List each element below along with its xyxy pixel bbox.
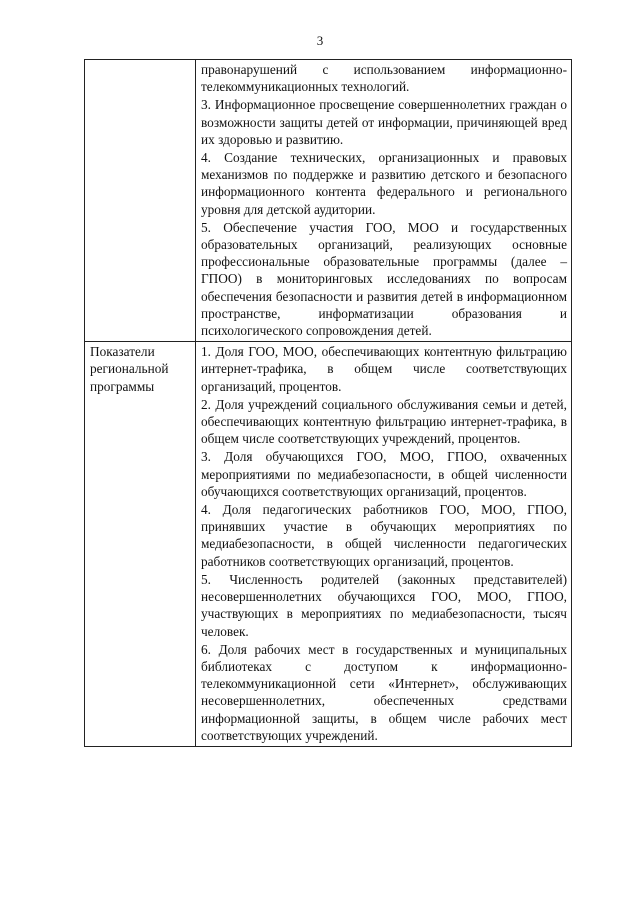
paragraph: 4. Доля педагогических работников ГОО, МОО, ГПОО, принявших участие в обучающих мероприятиях по медиабезопасности, в общей численности педагогических работников соответствующих организаций, процентов. [201,502,567,569]
row-label-line: Показатели [90,344,155,360]
paragraph: 3. Информационное просвещение совершеннолетних граждан о возможности защиты детей от информации, причиняющей вред их здоровью и развитию. [201,97,567,147]
paragraph: 4. Создание технических, организационных и правовых механизмов по поддержке и развитию детского и безопасного информационного контента федерального и регионального уровня для детской аудитории. [201,150,567,217]
paragraph: 2. Доля учреждений социального обслуживания семьи и детей, обеспечивающих контентную фильтрацию интернет-трафика, в общем числе соответствующих учреждений, процентов. [201,396,567,447]
row-content-cell [196,342,572,747]
table-row [85,342,572,747]
paragraph: 5. Обеспечение участия ГОО, МОО и государственных образовательных организаций, реализующих основные профессиональные образовательные программы (далее – ГПОО) в мониторинговых исследованиях по вопросам обеспечения безопасности и развития детей в информационном пространстве, информатизации образования и психологического сопровождения детей. [201,219,567,339]
paragraph: правонарушений с использованием информационно-телекоммуникационных технологий. [201,62,567,95]
row-label-cell [85,60,196,342]
paragraph: 3. Доля обучающихся ГОО, МОО, ГПОО, охваченных мероприятиями по медиабезопасности, в общей численности обучающихся соответствующих организаций, процентов. [201,449,567,499]
paragraph: 6. Доля рабочих мест в государственных и муниципальных библиотеках с доступом к информационно-телекоммуникационной сети «Интернет», обслуживающих несовершеннолетних, обеспеченных средствами информационной защиты, в общем числе рабочих мест соответствующих учреждений. [201,641,567,743]
paragraph: 1. Доля ГОО, МОО, обеспечивающих контентную фильтрацию интернет-трафика, в общем числе соответствующих организаций, процентов. [201,344,567,394]
row-label-line: программы [90,378,155,394]
paragraph: 5. Численность родителей (законных представителей) несовершеннолетних обучающихся ГОО, МОО, ГПОО, участвующих в мероприятиях по медиабезопасности, тысяч человек. [201,571,567,639]
table-row [85,60,572,342]
row-content-cell [196,60,572,342]
row-label-line: региональной [90,361,169,377]
program-table [84,59,572,747]
row-label-cell [85,342,196,747]
page-number: 3 [316,33,324,48]
